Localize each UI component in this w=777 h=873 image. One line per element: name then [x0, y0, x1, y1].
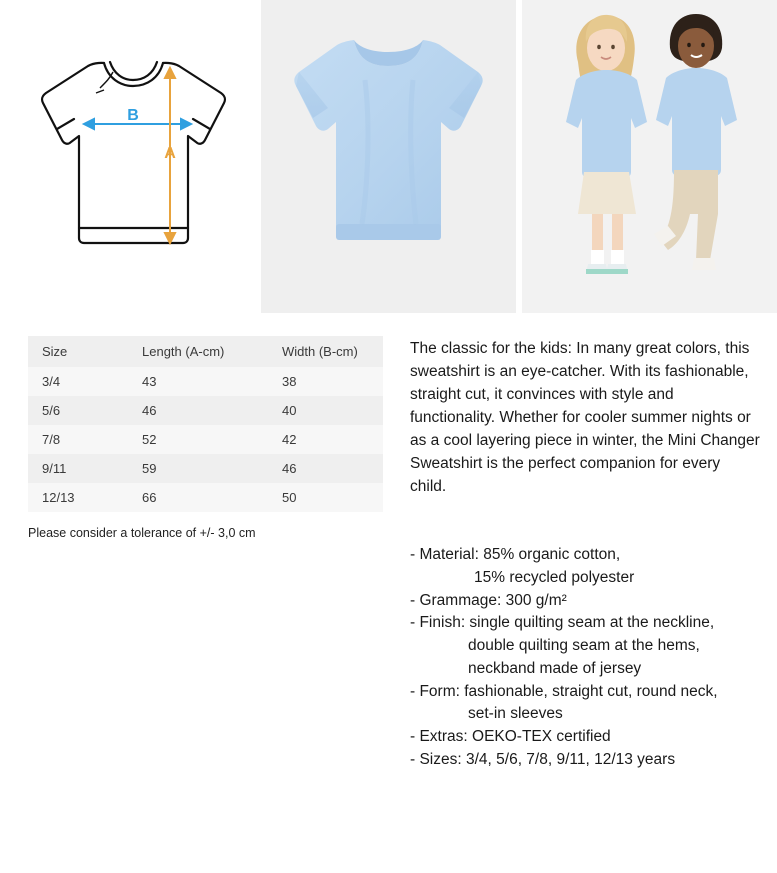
cell-size: 12/13: [28, 483, 128, 512]
size-chart-table: [28, 336, 383, 512]
cell-length: 43: [128, 367, 268, 396]
sweatshirt-product-image: [261, 0, 516, 313]
spec-material: - Material: 85% organic cotton,: [410, 546, 621, 563]
cell-size: 7/8: [28, 425, 128, 454]
children-models-image: [522, 0, 777, 313]
cell-width: 46: [268, 454, 383, 483]
spec-material-detail: 15% recycled polyester: [474, 568, 635, 586]
spec-grammage: - Grammage: 300 g/m²: [410, 591, 567, 609]
spec-finish-detail-2: neckband made of jersey: [468, 659, 642, 677]
spec-extras: - Extras: OEKO-TEX certified: [410, 728, 611, 746]
size-chart-header-row: [28, 336, 383, 367]
cell-size: 9/11: [28, 454, 128, 483]
spec-form: - Form: fashionable, straight cut, round neck,: [410, 682, 718, 700]
cell-size: 5/6: [28, 396, 128, 425]
cell-width: 38: [268, 367, 383, 396]
cell-width: 42: [268, 425, 383, 454]
spec-finish-detail-1: double quilting seam at the hems,: [468, 637, 700, 655]
sweatshirt-technical-drawing-icon: [0, 0, 255, 313]
cell-width: 40: [268, 396, 383, 425]
cell-width: 50: [268, 483, 383, 512]
table-row: [28, 483, 383, 512]
table-row: [28, 454, 383, 483]
spec-finish: - Finish: single quilting seam at the neckline,: [410, 614, 715, 632]
column-header-size: Size: [28, 336, 128, 367]
product-flat-panel: [261, 0, 516, 313]
size-chart-block: [28, 336, 383, 512]
table-row: [28, 396, 383, 425]
product-image-strip: [0, 0, 777, 313]
spec-sizes: - Sizes: 3/4, 5/6, 7/8, 9/11, 12/13 years: [410, 751, 676, 769]
cell-length: 66: [128, 483, 268, 512]
cell-length: 46: [128, 396, 268, 425]
measure-label-a: A: [164, 145, 176, 162]
measure-label-b: B: [127, 107, 139, 124]
spec-form-detail: set-in sleeves: [468, 705, 563, 723]
description-block: [410, 338, 760, 499]
model-photo-panel: [522, 0, 777, 313]
table-row: [28, 425, 383, 454]
cell-length: 52: [128, 425, 268, 454]
column-header-width: Width (B-cm): [268, 336, 383, 367]
specifications-list: [410, 544, 770, 772]
product-description: The classic for the kids: In many great colors, this sweatshirt is an eye-catcher. With its fashionable, straight cut, it convinces with style and functionality. Whether for cooler summer nights or as a cool layering piece in winter, the Mini Changer Sweatshirt is the perfect companion for every child.: [410, 340, 760, 495]
column-header-length: Length (A-cm): [128, 336, 268, 367]
cell-length: 59: [128, 454, 268, 483]
table-row: [28, 367, 383, 396]
tolerance-note: Please consider a tolerance of +/- 3,0 cm: [28, 526, 256, 540]
cell-size: 3/4: [28, 367, 128, 396]
technical-drawing-panel: [0, 0, 255, 313]
